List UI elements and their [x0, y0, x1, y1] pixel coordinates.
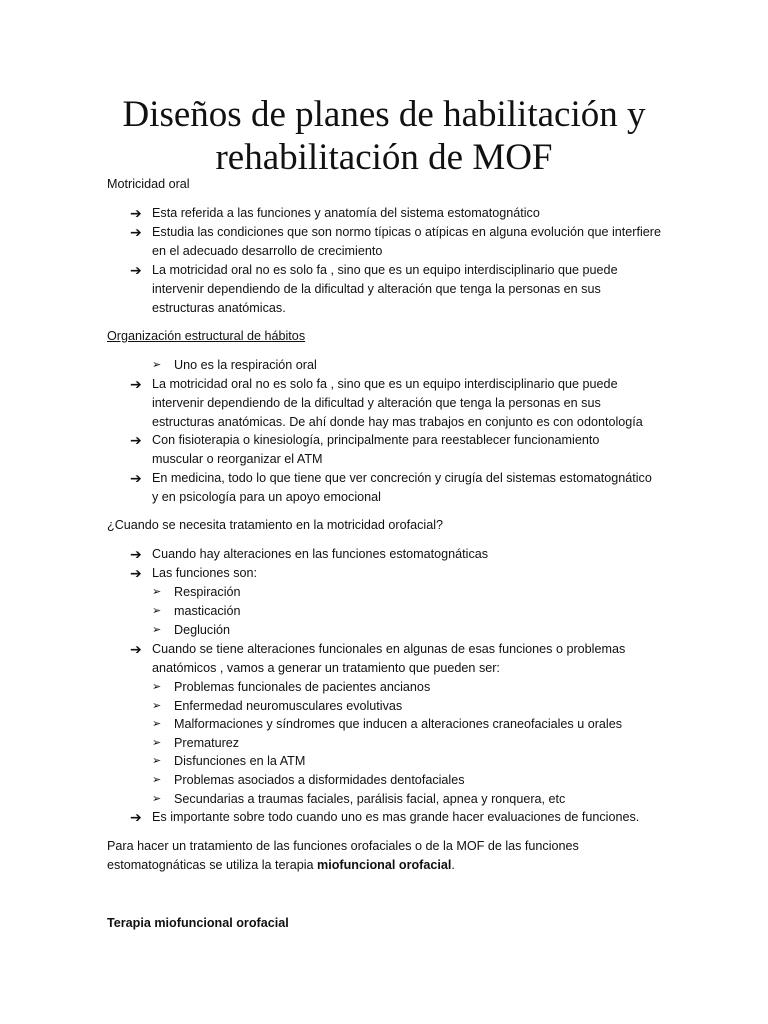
list-item-text: Enfermedad neuromusculares evolutivas	[174, 699, 403, 713]
chevron-bullet-icon: ➢	[152, 718, 162, 730]
arrow-bullet-icon: ➔	[130, 546, 142, 562]
list-item-text: La motricidad oral no es solo fa , sino que es un equipo interdisciplinario que puede	[152, 377, 618, 391]
arrow-bullet-icon: ➔	[130, 470, 142, 486]
list-item-text: Malformaciones y síndromes que inducen a alteraciones craneofaciales u orales	[174, 717, 623, 731]
list-item-text: y en psicología para un apoyo emocional	[152, 490, 381, 504]
list-item-text: En medicina, todo lo que tiene que ver concreción y cirugía del sistemas estomatognático	[152, 471, 652, 485]
arrow-bullet-icon: ➔	[130, 224, 142, 240]
section-heading-motricidad-oral: Motricidad oral	[107, 177, 190, 191]
list-item-text: Problemas funcionales de pacientes ancianos	[174, 680, 431, 694]
chevron-bullet-icon: ➢	[152, 624, 162, 636]
arrow-bullet-icon: ➔	[130, 809, 142, 825]
title-line-1: Diseños de planes de habilitación y	[122, 94, 646, 135]
list-item-text: Esta referida a las funciones y anatomía del sistema estomatognático	[152, 206, 540, 220]
arrow-bullet-icon: ➔	[130, 641, 142, 657]
list-item-text: Problemas asociados a disformidades dentofaciales	[174, 773, 465, 787]
list-item-text: Secundarias a traumas faciales, parálisis facial, apnea y ronquera, etc	[174, 792, 566, 806]
chevron-bullet-icon: ➢	[152, 586, 162, 598]
arrow-bullet-icon: ➔	[130, 432, 142, 448]
paragraph-line-2-start: estomatognáticas se utiliza la terapia	[107, 858, 318, 872]
list-item-text: Las funciones son:	[152, 566, 258, 580]
section-heading-cuando: ¿Cuando se necesita tratamiento en la motricidad orofacial?	[107, 518, 444, 532]
chevron-bullet-icon: ➢	[152, 605, 162, 617]
title-line-2: rehabilitación de MOF	[215, 137, 553, 178]
list-item-text: Prematurez	[174, 736, 240, 750]
list-item-text: en el adecuado desarrollo de crecimiento	[152, 244, 383, 258]
list-item-text: masticación	[174, 604, 241, 618]
list-item-text: Uno es la respiración oral	[174, 358, 317, 372]
list-item-text: intervenir dependiendo de la dificultad y alteración que tenga la personas en sus	[152, 282, 601, 296]
list-item-text: Cuando hay alteraciones en las funciones estomatognáticas	[152, 547, 489, 561]
list-item-text: anatómicos , vamos a generar un tratamiento que pueden ser:	[152, 661, 500, 675]
list-item-text: Cuando se tiene alteraciones funcionales en algunas de esas funciones o problemas	[152, 642, 626, 656]
section-heading-organizacion: Organización estructural de hábitos	[107, 329, 306, 343]
list-item-text: Es importante sobre todo cuando uno es mas grande hacer evaluaciones de funciones.	[152, 810, 640, 824]
list-item-text: Disfunciones en la ATM	[174, 754, 306, 768]
paragraph-line-1: Para hacer un tratamiento de las funciones orofaciales o de la MOF de las funciones	[107, 839, 579, 853]
chevron-bullet-icon: ➢	[152, 737, 162, 749]
chevron-bullet-icon: ➢	[152, 755, 162, 767]
arrow-bullet-icon: ➔	[130, 565, 142, 581]
chevron-bullet-icon: ➢	[152, 774, 162, 786]
list-item-text: La motricidad oral no es solo fa , sino que es un equipo interdisciplinario que puede	[152, 263, 618, 277]
list-item-text: Estudia las condiciones que son normo típicas o atípicas en alguna evolución que interfiere	[152, 225, 661, 239]
arrow-bullet-icon: ➔	[130, 262, 142, 278]
list-item-text: intervenir dependiendo de la dificultad y alteración que tenga la personas en sus	[152, 396, 601, 410]
list-item-text: Deglución	[174, 623, 231, 637]
list-item-text: estructuras anatómicas. De ahí donde hay mas trabajos en conjunto es con odontología	[152, 415, 643, 429]
list-item-text: Respiración	[174, 585, 241, 599]
list-item-text: muscular o reorganizar el ATM	[152, 452, 323, 466]
paragraph-bold-term: miofuncional orofacial	[317, 858, 452, 872]
body-paragraph	[107, 837, 667, 875]
section-heading-terapia: Terapia miofuncional orofacial	[107, 916, 289, 930]
arrow-bullet-icon: ➔	[130, 376, 142, 392]
chevron-bullet-icon: ➢	[152, 700, 162, 712]
list-item-text: Con fisioterapia o kinesiología, principalmente para reestablecer funcionamiento	[152, 433, 600, 447]
list-item-text: estructuras anatómicas.	[152, 301, 286, 315]
chevron-bullet-icon: ➢	[152, 359, 162, 371]
chevron-bullet-icon: ➢	[152, 793, 162, 805]
paragraph-line-2-end: .	[451, 858, 455, 872]
arrow-bullet-icon: ➔	[130, 205, 142, 221]
chevron-bullet-icon: ➢	[152, 681, 162, 693]
document-title	[60, 93, 708, 179]
